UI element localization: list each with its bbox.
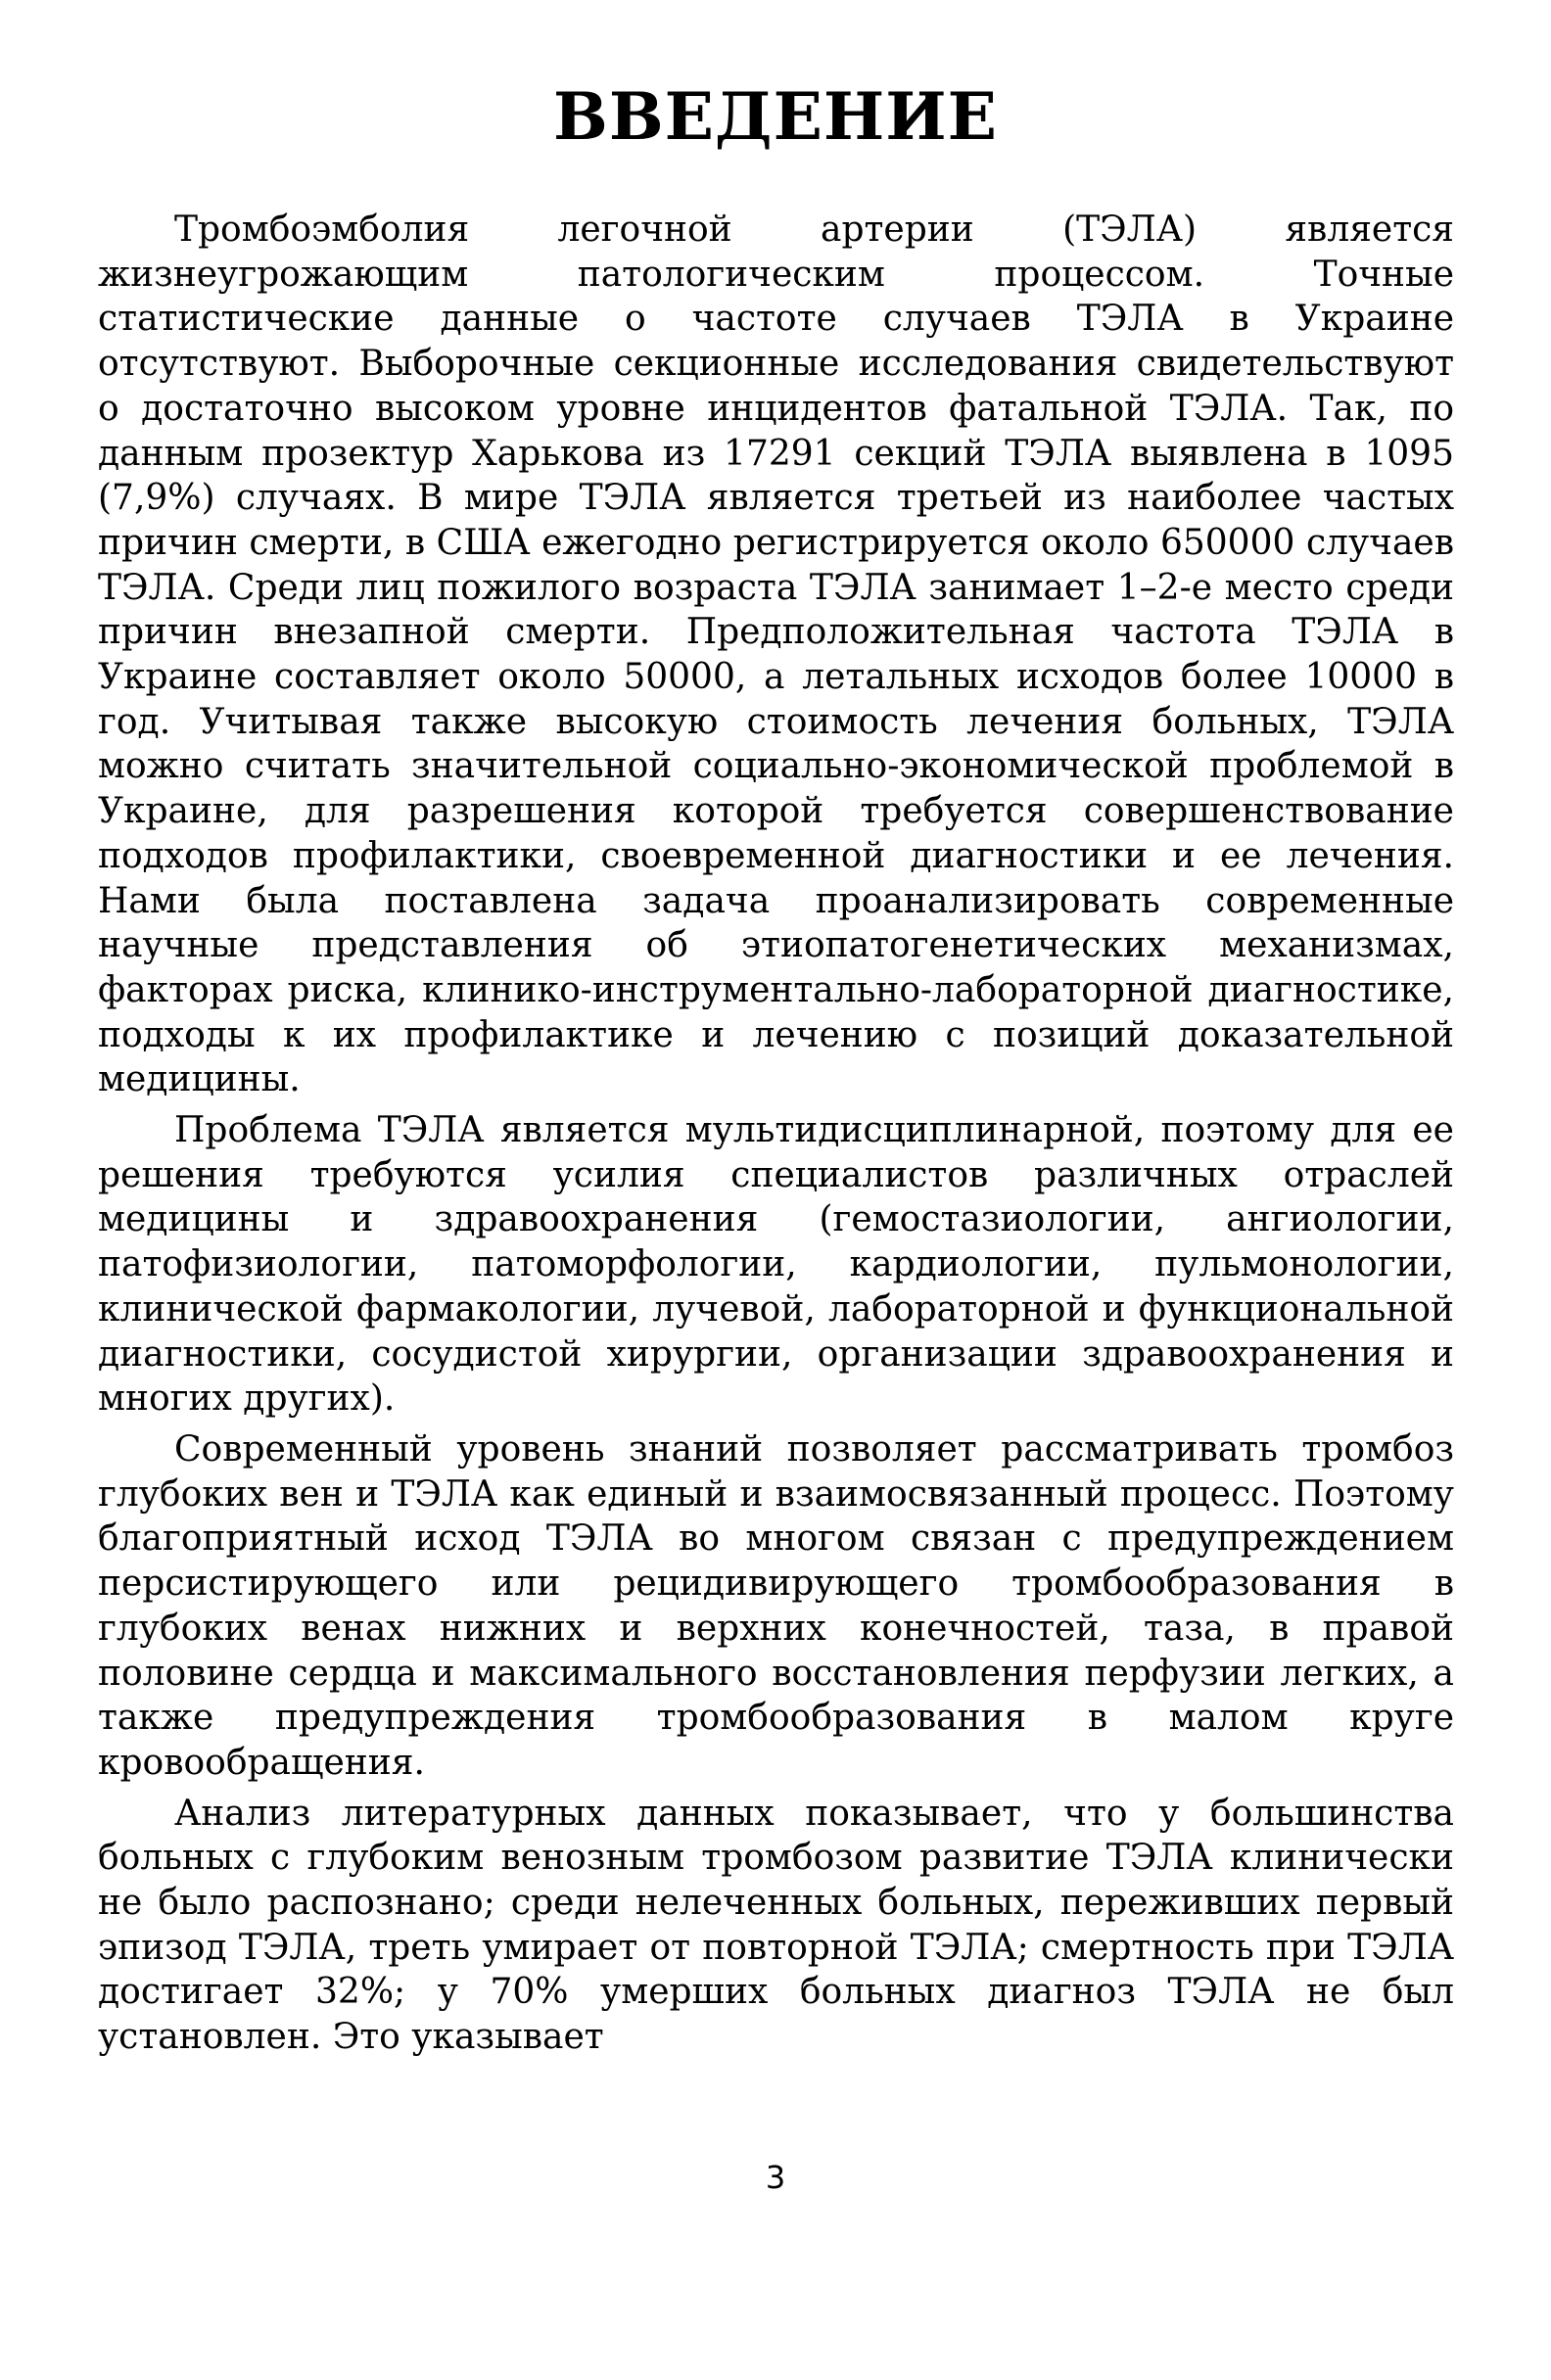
paragraph-text: Тромбоэмболия легочной артерии (ТЭЛА) является жизнеугрожающим патологическим процессом. Точные статистические данные о частоте случаев ТЭЛА в Украине отсутствуют. Выборочные секционные исследования свидетельствуют о достаточно высоком уровне инцидентов фатальной ТЭЛА. Так, по данным прозектур Харькова из 17291 секций ТЭЛА выявлена в 1095 (7,9%) случаях. В мире ТЭЛА является третьей из наиболее частых причин смерти, в США ежегодно регистрируется около 650000 случаев ТЭЛА. Среди лиц пожилого возраста ТЭЛА занимает 1–2-е место среди причин внезапной смерти. Предположительная частота ТЭЛА в Украине составляет около 50000, а летальных исходов более 10000 в год. Учитывая также высокую стоимость лечения больных, ТЭЛА можно считать значительной социально-экономической проблемой в Украине, для разрешения которой требуется совершенствование подходов профилактики, своевременной диагностики и ее лечения. Нами была поставлена задача проанализировать современные научные представления об этиопатогенетических механизмах, факторах риска, клинико-инструментально-лабораторной диагностике, подходы к их профилактике и лечению с позиций доказательной медицины. [98,210,1454,1100]
paragraph-text: Проблема ТЭЛА является мультидисциплинарной, поэтому для ее решения требуются усилия специалистов различных отраслей медицины и здравоохранения (гемостазиологии, ангиологии, патофизиологии, патоморфологии, кардиологии, пульмонологии, клинической фармакологии, лучевой, лабораторной и функциональной диагностики, сосудистой хирургии, организации здравоохранения и многих других). [98,1110,1454,1420]
paragraph-text: Анализ литературных данных показывает, что у большинства больных с глубоким венозным тромбозом развитие ТЭЛА клинически не было распознано; среди нелеченных больных, переживших первый эпизод ТЭЛА, треть умирает от повторной ТЭЛА; смертность при ТЭЛА достигает 32%; у 70% умерших больных диагноз ТЭЛА не был установлен. Это указывает [98,1793,1454,2058]
paragraph-2 [98,1108,1454,1422]
paragraph-text: Современный уровень знаний позволяет рассматривать тромбоз глубоких вен и ТЭЛА как единый и взаимосвязанный процесс. Поэтому благоприятный исход ТЭЛА во многом связан с предупреждением персистирующего или рецидивирующего тромбообразования в глубоких венах нижних и верхних конечностей, таза, в правой половине сердца и максимального восстановления перфузии легких, а также предупреждения тромбообразования в малом круге кровообращения. [98,1428,1454,1783]
paragraph-4 [98,1792,1454,2060]
page-title: ВВЕДЕНИЕ [553,78,998,155]
page-number: 3 [765,2159,786,2196]
paragraph-3 [98,1427,1454,1786]
body-text [98,208,1454,2060]
paragraph-1 [98,208,1454,1102]
